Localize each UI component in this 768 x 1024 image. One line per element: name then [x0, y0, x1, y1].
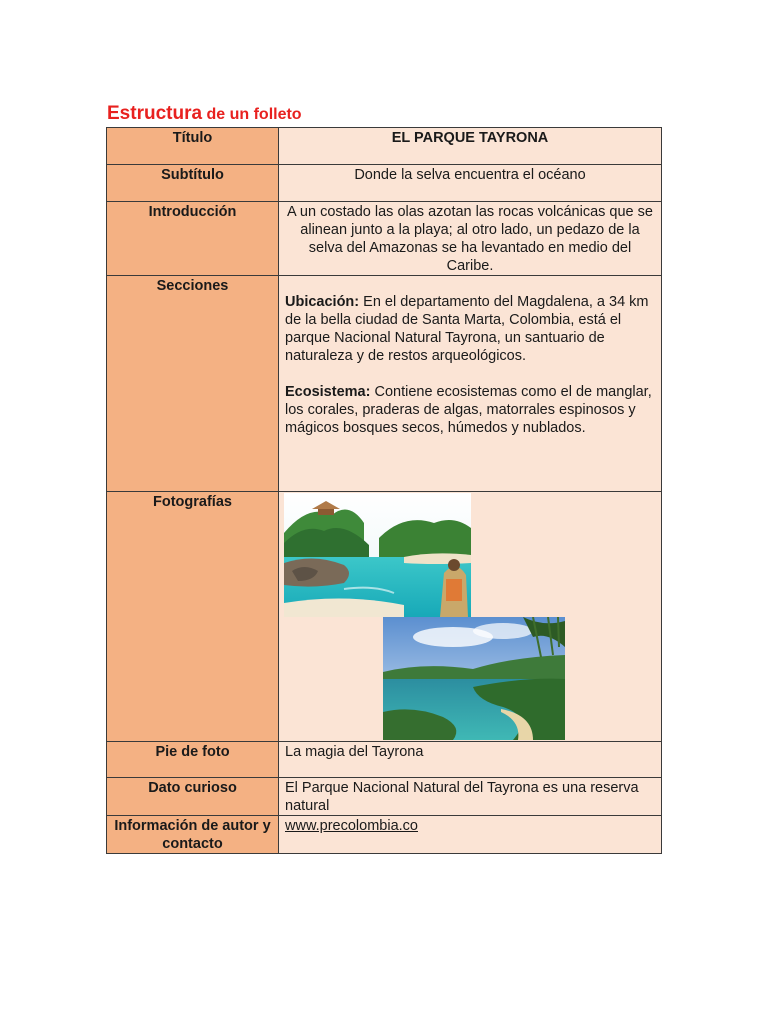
row-fotografias	[107, 492, 662, 742]
label-fotografias: Fotografías	[107, 492, 279, 742]
value-dato-curioso: El Parque Nacional Natural del Tayrona es una reserva natural	[279, 778, 662, 816]
ecosistema-text: Contiene ecosistemas como el de manglar, los corales, praderas de algas, matorrales espinosos y mágicos bosques secos, húmedos y nublados.	[285, 384, 652, 436]
bay-panorama-photo	[383, 617, 565, 740]
value-subtitulo: Donde la selva encuentra el océano	[279, 165, 662, 202]
beach-rocks-photo	[284, 493, 471, 617]
row-subtitulo	[107, 165, 662, 202]
value-pie-de-foto: La magia del Tayrona	[279, 742, 662, 778]
value-secciones	[279, 276, 662, 492]
label-dato-curioso: Dato curioso	[107, 778, 279, 816]
row-autor	[107, 816, 662, 854]
section-ecosistema	[285, 383, 655, 437]
ubicacion-text: En el departamento del Magdalena, a 34 km de la bella ciudad de Santa Marta, Colombia, está el parque Nacional Natural Tayrona, un santuario de naturaleza y de restos arqueológicos.	[285, 294, 649, 364]
row-dato-curioso	[107, 778, 662, 816]
value-fotografias	[279, 492, 662, 742]
value-introduccion: A un costado las olas azotan las rocas volcánicas que se alinean junto a la playa; al otro lado, un pedazo de la selva del Amazonas se ha levantado en medio del Caribe.	[279, 202, 662, 276]
row-pie-de-foto	[107, 742, 662, 778]
author-contact-link[interactable]: www.precolombia.co	[285, 818, 418, 834]
ubicacion-heading: Ubicación:	[285, 294, 360, 310]
row-titulo	[107, 128, 662, 165]
ecosistema-heading: Ecosistema:	[285, 384, 371, 400]
row-secciones	[107, 276, 662, 492]
label-introduccion: Introducción	[107, 202, 279, 276]
row-introduccion	[107, 202, 662, 276]
brochure-structure-table	[106, 127, 662, 854]
label-subtitulo: Subtítulo	[107, 165, 279, 202]
document-title-rest: de un folleto	[202, 106, 302, 123]
document-title	[107, 90, 302, 127]
value-autor	[279, 816, 662, 854]
document-title-main: Estructura	[107, 103, 203, 124]
section-ubicacion	[285, 293, 655, 365]
photo-collage	[279, 492, 661, 740]
label-secciones: Secciones	[107, 276, 279, 492]
value-titulo: EL PARQUE TAYRONA	[279, 128, 662, 165]
label-titulo: Título	[107, 128, 279, 165]
label-pie-de-foto: Pie de foto	[107, 742, 279, 778]
label-autor: Información de autor y contacto	[107, 816, 279, 854]
